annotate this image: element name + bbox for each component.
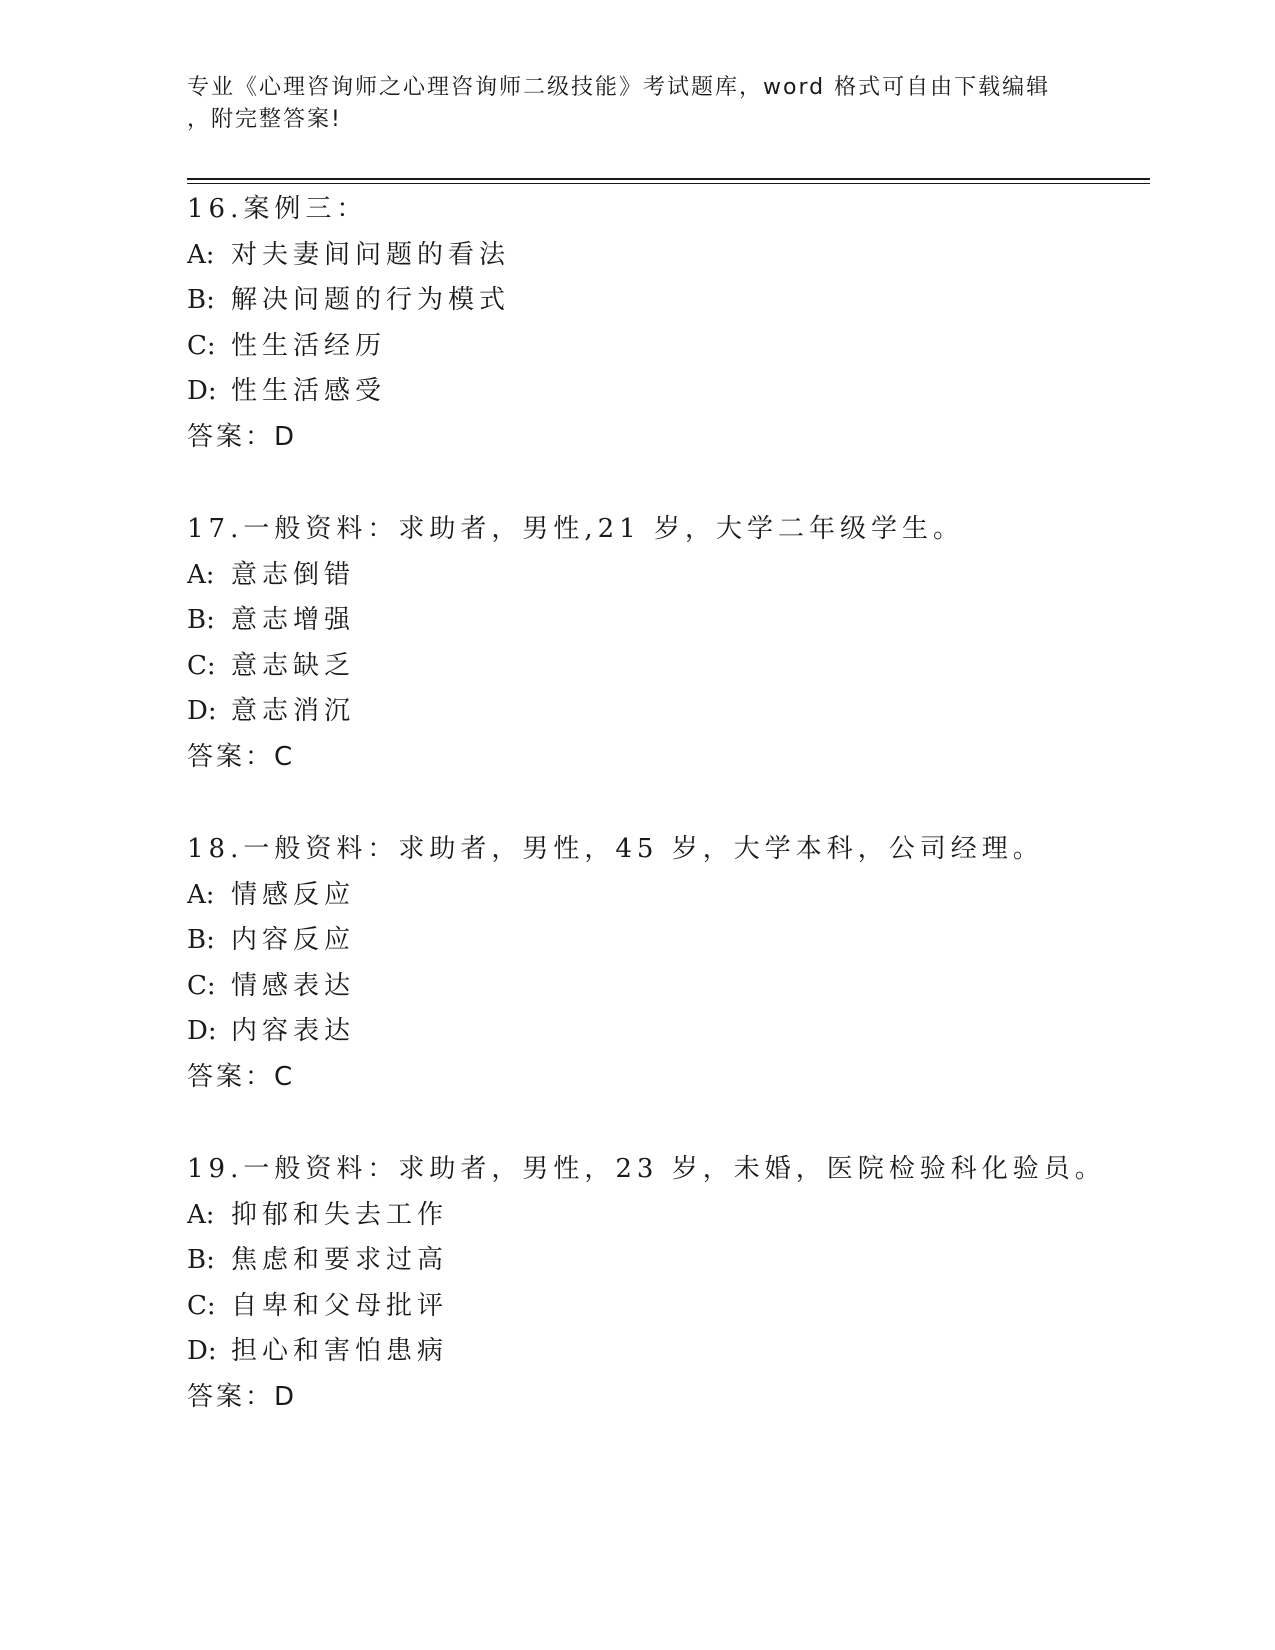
option-letter: A: (187, 239, 215, 270)
option-a (187, 873, 1147, 919)
option-text: 内容反应 (231, 925, 356, 956)
answer: 答案：D (187, 1381, 298, 1412)
option-letter: C: (187, 1290, 216, 1321)
header-line-2: ，附完整答案! (187, 107, 342, 132)
option-text: 意志增强 (231, 605, 356, 636)
option-letter: D: (187, 696, 217, 727)
option-c (187, 644, 1147, 690)
option-b (187, 918, 1147, 964)
option-text: 性生活经历 (231, 330, 387, 361)
option-text: 意志倒错 (231, 559, 356, 590)
question-stem: 17.一般资料：求助者，男性,21 岁，大学二年级学生。 (187, 514, 964, 544)
option-text: 意志缺乏 (231, 650, 356, 681)
option-text: 担心和害怕患病 (231, 1336, 449, 1367)
question-stem: 19.一般资料：求助者，男性，23 岁，未婚，医院检验科化验员。 (187, 1154, 1106, 1184)
option-letter: A: (187, 1199, 215, 1230)
option-text: 焦虑和要求过高 (231, 1245, 449, 1276)
option-letter: B: (187, 925, 215, 956)
option-d (187, 1009, 1147, 1055)
option-text: 自卑和父母批评 (231, 1290, 449, 1321)
header-divider-thin (187, 183, 1150, 184)
option-text: 性生活感受 (231, 376, 387, 407)
option-text: 解决问题的行为模式 (231, 285, 511, 316)
option-letter: C: (187, 650, 216, 681)
option-a (187, 233, 1147, 279)
answer: 答案：C (187, 1061, 296, 1092)
option-b (187, 598, 1147, 644)
question-stem: 18.一般资料：求助者，男性，45 岁，大学本科，公司经理。 (187, 834, 1044, 864)
option-text: 内容表达 (231, 1016, 356, 1047)
option-letter: B: (187, 285, 215, 316)
option-letter: B: (187, 605, 215, 636)
option-letter: D: (187, 1016, 217, 1047)
option-c (187, 324, 1147, 370)
option-letter: B: (187, 1245, 215, 1276)
option-b (187, 278, 1147, 324)
option-letter: A: (187, 559, 215, 590)
option-a (187, 553, 1147, 599)
option-b (187, 1238, 1147, 1284)
option-d (187, 1329, 1147, 1375)
option-letter: C: (187, 970, 216, 1001)
question-17 (187, 507, 1147, 781)
option-c (187, 964, 1147, 1010)
option-text: 情感反应 (231, 879, 356, 910)
header-divider-thick (187, 178, 1150, 180)
option-d (187, 369, 1147, 415)
option-a (187, 1193, 1147, 1239)
answer: 答案：C (187, 741, 296, 772)
question-19 (187, 1147, 1147, 1421)
question-16 (187, 187, 1147, 461)
option-letter: C: (187, 330, 216, 361)
option-letter: D: (187, 1336, 217, 1367)
option-c (187, 1284, 1147, 1330)
document-header (187, 72, 1087, 136)
question-stem: 16.案例三： (187, 194, 368, 224)
option-text: 意志消沉 (231, 696, 356, 727)
answer: 答案：D (187, 421, 298, 452)
option-text: 情感表达 (231, 970, 356, 1001)
question-18 (187, 827, 1147, 1101)
option-d (187, 689, 1147, 735)
header-line-1: 专业《心理咨询师之心理咨询师二级技能》考试题库，word 格式可自由下载编辑 (187, 75, 1051, 100)
option-letter: D: (187, 376, 217, 407)
option-text: 对夫妻间问题的看法 (231, 239, 511, 270)
option-text: 抑郁和失去工作 (231, 1199, 449, 1230)
option-letter: A: (187, 879, 215, 910)
